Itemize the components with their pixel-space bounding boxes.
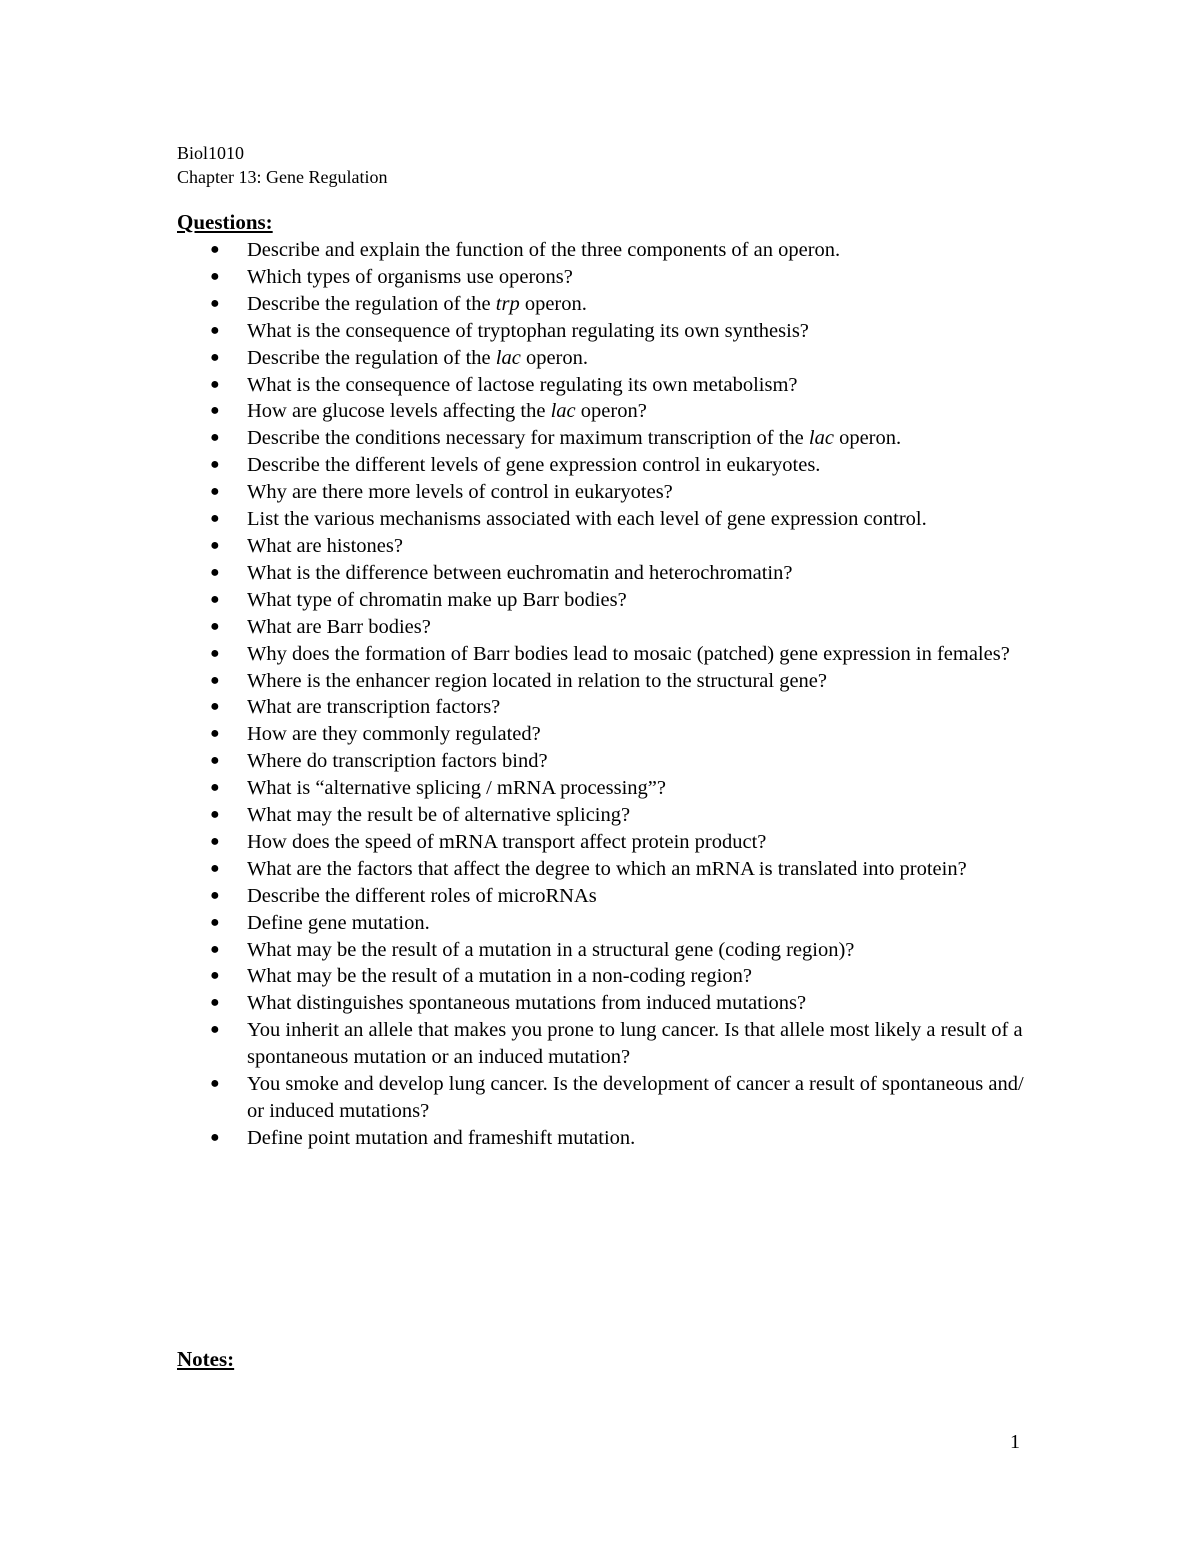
bullet-icon: ● bbox=[210, 375, 220, 393]
bullet-icon: ● bbox=[210, 402, 220, 420]
bullet-icon: ● bbox=[210, 832, 220, 850]
bullet-icon: ● bbox=[210, 617, 220, 635]
question-item bbox=[210, 506, 1040, 533]
bullet-icon: ● bbox=[210, 886, 220, 904]
question-item bbox=[210, 802, 1040, 829]
bullet-icon: ● bbox=[210, 671, 220, 689]
chapter-title: Chapter 13: Gene Regulation bbox=[177, 167, 388, 187]
question-text: What type of chromatin make up Barr bodies? bbox=[247, 588, 627, 611]
question-text: What may be the result of a mutation in a structural gene (coding region)? bbox=[247, 938, 855, 961]
course-code: Biol1010 bbox=[177, 143, 245, 163]
question-text: Define gene mutation. bbox=[247, 911, 430, 934]
question-item bbox=[210, 264, 1040, 291]
bullet-icon: ● bbox=[210, 806, 220, 824]
notes-heading: Notes: bbox=[177, 1347, 235, 1371]
bullet-icon: ● bbox=[210, 859, 220, 877]
question-item bbox=[210, 1017, 1040, 1071]
document-header bbox=[177, 141, 387, 189]
question-text: Describe the conditions necessary for maximum transcription of the bbox=[247, 427, 809, 450]
question-text: What are histones? bbox=[247, 534, 403, 557]
question-item bbox=[210, 533, 1040, 560]
question-item bbox=[210, 990, 1040, 1017]
question-item bbox=[210, 748, 1040, 775]
question-item bbox=[210, 318, 1040, 345]
question-text: operon. bbox=[833, 427, 902, 450]
bullet-icon: ● bbox=[210, 483, 220, 501]
bullet-icon: ● bbox=[210, 752, 220, 770]
question-text: Describe the different roles of microRNAs bbox=[247, 884, 597, 907]
question-text: What may be the result of a mutation in a non-coding region? bbox=[247, 965, 752, 988]
question-item bbox=[210, 425, 1040, 452]
bullet-icon: ● bbox=[210, 725, 220, 743]
page-number: 1 bbox=[1010, 1431, 1020, 1453]
questions-heading: Questions: bbox=[177, 210, 273, 234]
question-text: Where do transcription factors bind? bbox=[247, 750, 548, 773]
question-item bbox=[210, 963, 1040, 990]
question-text-italic: lac bbox=[808, 427, 834, 450]
bullet-icon: ● bbox=[210, 456, 220, 474]
question-text: operon. bbox=[519, 292, 587, 315]
bullet-icon: ● bbox=[210, 1075, 220, 1093]
bullet-icon: ● bbox=[210, 294, 220, 312]
question-text: operon? bbox=[575, 400, 647, 423]
bullet-icon: ● bbox=[210, 510, 220, 528]
bullet-icon: ● bbox=[210, 1128, 220, 1146]
bullet-icon: ● bbox=[210, 321, 220, 339]
bullet-icon: ● bbox=[210, 994, 220, 1012]
question-item bbox=[210, 641, 1040, 668]
question-item bbox=[210, 587, 1040, 614]
question-item bbox=[210, 614, 1040, 641]
question-item bbox=[210, 237, 1040, 264]
question-text: What is “alternative splicing / mRNA processing”? bbox=[247, 777, 666, 800]
question-item bbox=[210, 721, 1040, 748]
question-text: Describe and explain the function of the three components of an operon. bbox=[247, 239, 841, 261]
question-text: Describe the regulation of the bbox=[247, 292, 496, 315]
question-text: Define point mutation and frameshift mutation. bbox=[247, 1126, 636, 1149]
question-text: Describe the different levels of gene expression control in eukaryotes. bbox=[247, 454, 821, 477]
question-item bbox=[210, 560, 1040, 587]
question-item bbox=[210, 668, 1040, 695]
question-item bbox=[210, 883, 1040, 910]
bullet-icon: ● bbox=[210, 1021, 220, 1039]
question-text: Which types of organisms use operons? bbox=[247, 265, 573, 288]
question-item bbox=[210, 345, 1040, 372]
bullet-icon: ● bbox=[210, 913, 220, 931]
question-text: You inherit an allele that makes you prone to lung cancer. Is that allele most likely a result of a spontaneous mutation or an induced mutation? bbox=[247, 1019, 1023, 1069]
question-item bbox=[210, 398, 1040, 425]
question-text: What distinguishes spontaneous mutations from induced mutations? bbox=[247, 992, 807, 1015]
question-text: How are glucose levels affecting the bbox=[247, 400, 551, 423]
question-text-italic: lac bbox=[495, 346, 521, 369]
question-text: What is the difference between euchromatin and heterochromatin? bbox=[247, 561, 793, 584]
question-text: What are Barr bodies? bbox=[247, 615, 431, 638]
bullet-icon: ● bbox=[210, 779, 220, 797]
question-text: What is the consequence of lactose regulating its own metabolism? bbox=[247, 373, 798, 396]
bullet-icon: ● bbox=[210, 429, 220, 447]
question-item bbox=[210, 1125, 1040, 1152]
bullet-icon: ● bbox=[210, 644, 220, 662]
question-item bbox=[210, 910, 1040, 937]
question-text: Where is the enhancer region located in relation to the structural gene? bbox=[247, 669, 828, 692]
question-text: What may the result be of alternative splicing? bbox=[247, 804, 631, 827]
bullet-icon: ● bbox=[210, 348, 220, 366]
bullet-icon: ● bbox=[210, 563, 220, 581]
bullet-icon: ● bbox=[210, 590, 220, 608]
question-text: How are they commonly regulated? bbox=[247, 723, 541, 746]
question-text: List the various mechanisms associated with each level of gene expression control. bbox=[247, 508, 927, 531]
question-text-italic: lac bbox=[550, 400, 576, 423]
question-text: What are transcription factors? bbox=[247, 696, 501, 719]
bullet-icon: ● bbox=[210, 267, 220, 285]
bullet-icon: ● bbox=[210, 698, 220, 716]
question-item bbox=[210, 372, 1040, 399]
question-item bbox=[210, 452, 1040, 479]
question-list bbox=[210, 237, 1040, 1152]
question-text: Describe the regulation of the bbox=[247, 346, 496, 369]
question-text: What are the factors that affect the degree to which an mRNA is translated into protein? bbox=[247, 857, 967, 880]
question-text: What is the consequence of tryptophan regulating its own synthesis? bbox=[247, 319, 809, 342]
bullet-icon: ● bbox=[210, 940, 220, 958]
question-text: Why does the formation of Barr bodies lead to mosaic (patched) gene expression in females? bbox=[247, 642, 1010, 665]
question-item bbox=[210, 694, 1040, 721]
question-text-italic: trp bbox=[495, 292, 520, 315]
question-item bbox=[210, 291, 1040, 318]
question-item bbox=[210, 775, 1040, 802]
bullet-icon: ● bbox=[210, 967, 220, 985]
question-text: operon. bbox=[520, 346, 588, 369]
question-item bbox=[210, 1071, 1040, 1125]
question-item bbox=[210, 937, 1040, 964]
question-item bbox=[210, 829, 1040, 856]
bullet-icon: ● bbox=[210, 536, 220, 554]
question-text: How does the speed of mRNA transport affect protein product? bbox=[247, 830, 767, 853]
question-text: You smoke and develop lung cancer. Is the development of cancer a result of spontaneous and/ or induced mutations? bbox=[247, 1073, 1024, 1122]
question-item bbox=[210, 856, 1040, 883]
question-item bbox=[210, 479, 1040, 506]
bullet-icon: ● bbox=[210, 241, 220, 258]
question-text: Why are there more levels of control in eukaryotes? bbox=[247, 481, 673, 504]
